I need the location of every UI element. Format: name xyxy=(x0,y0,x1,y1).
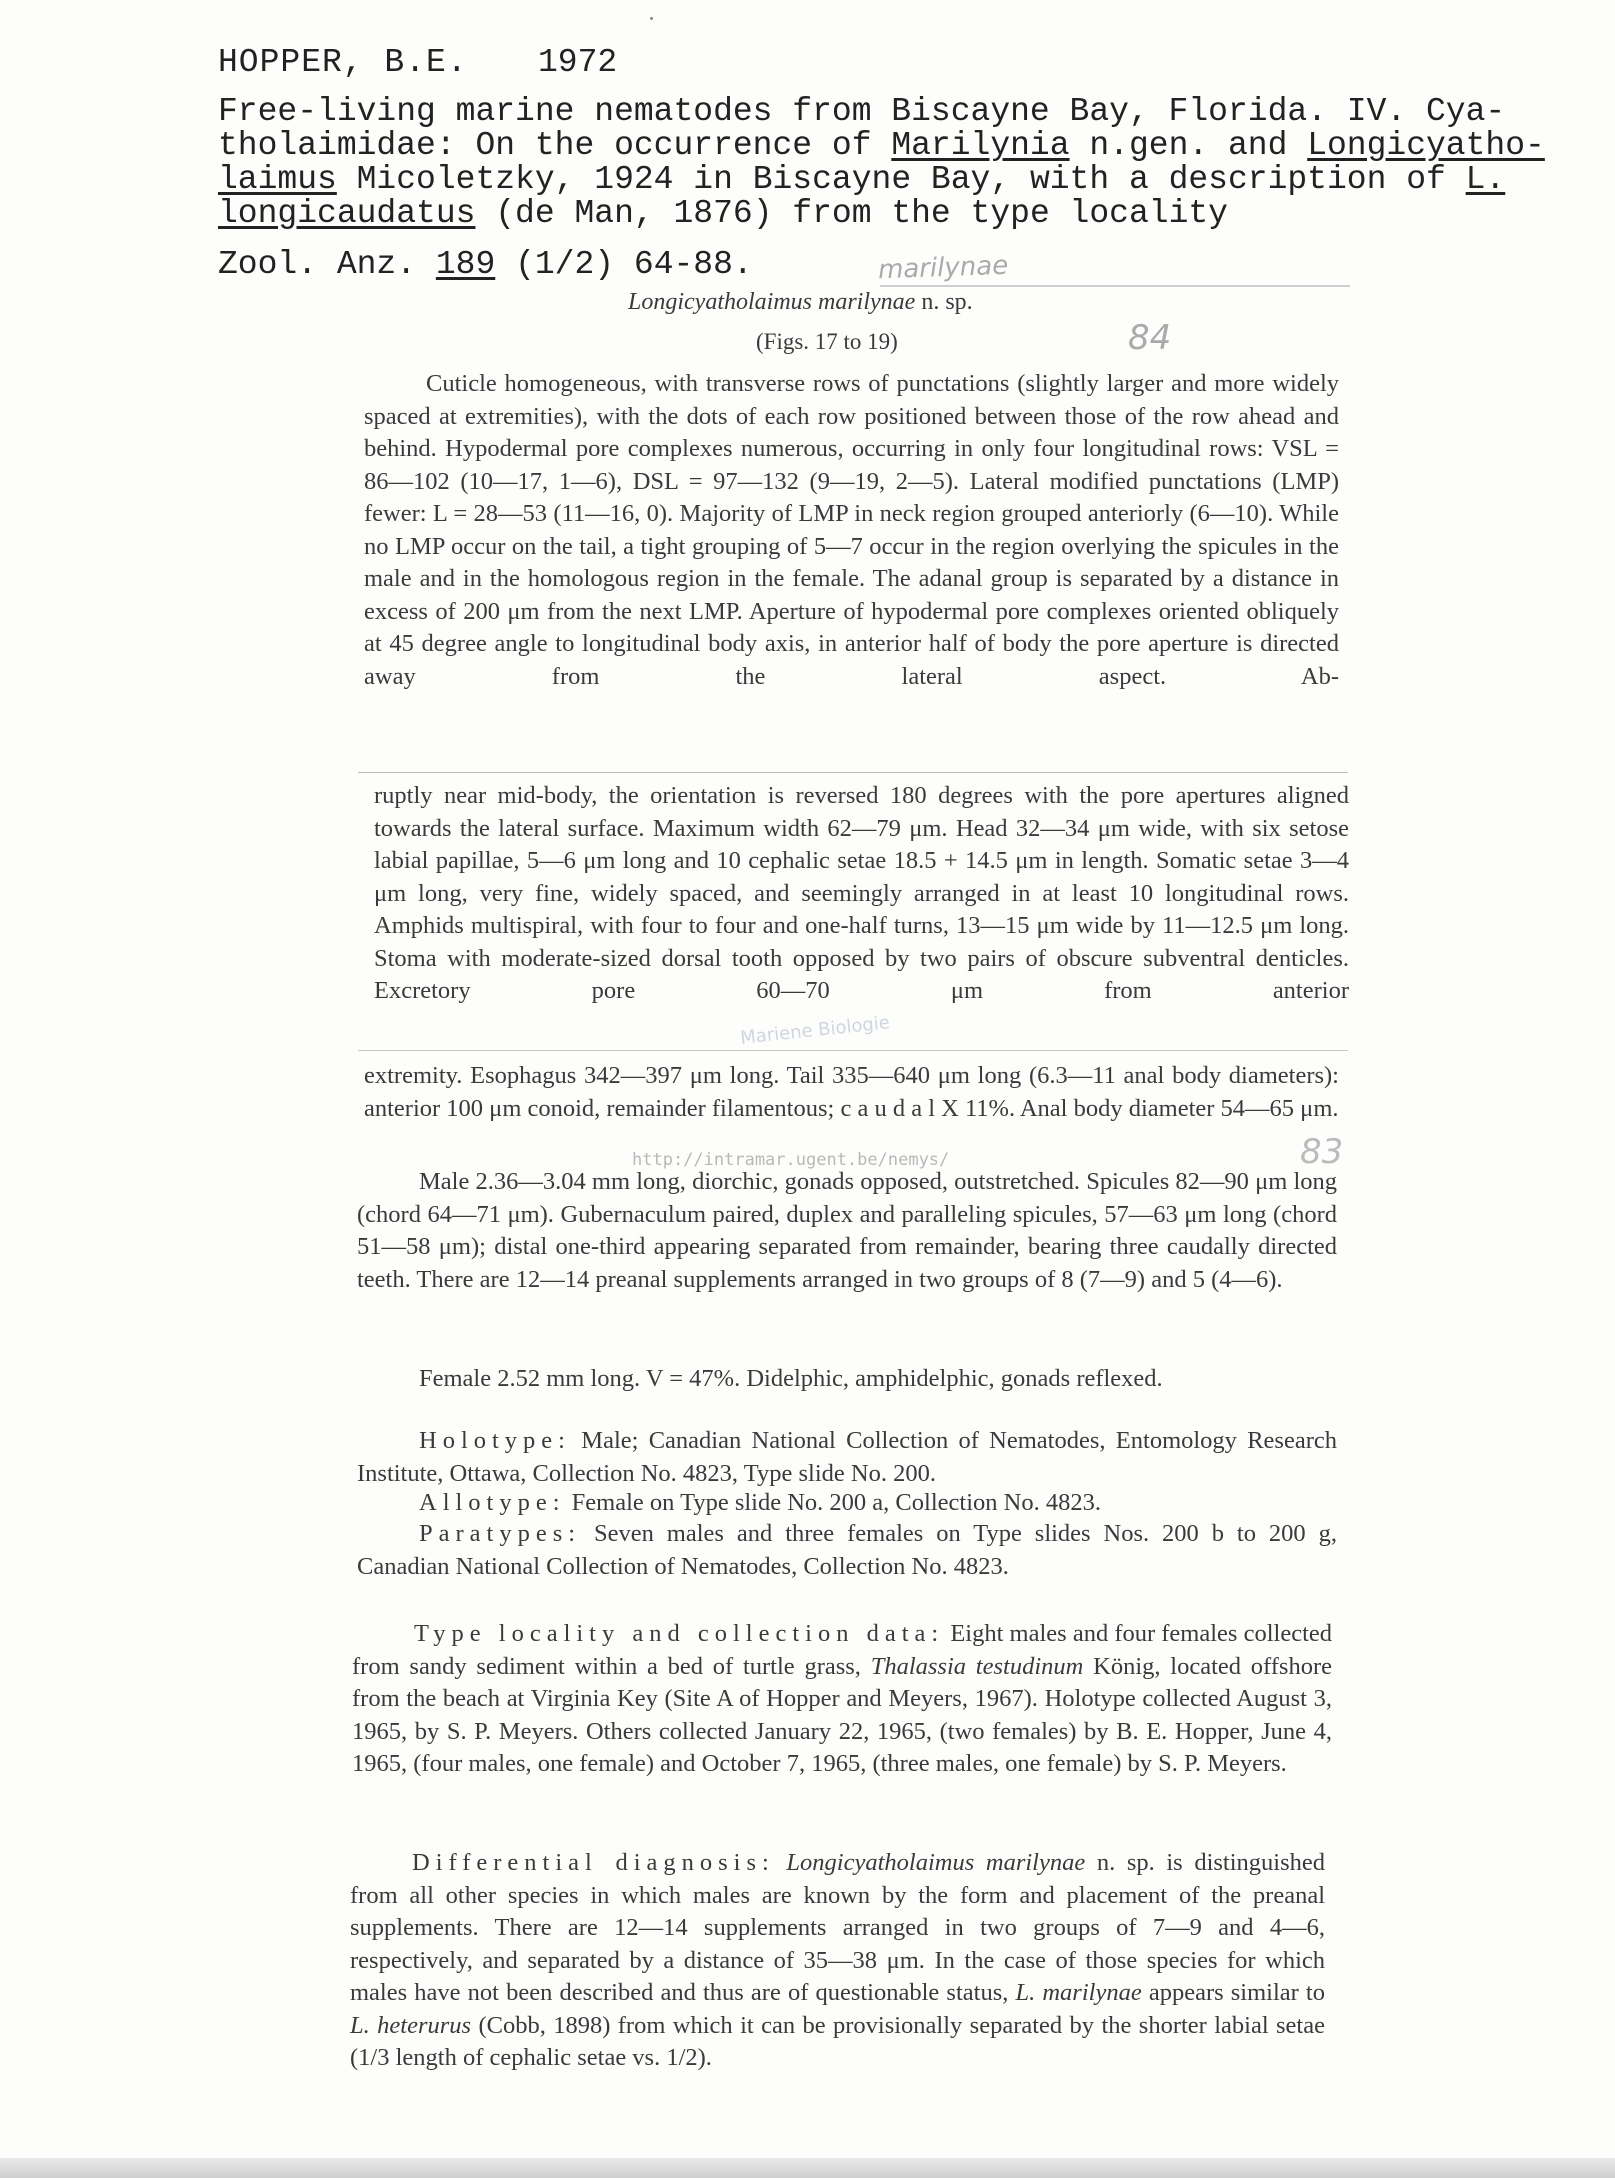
paragraph-female: Female 2.52 mm long. V = 47%. Didelphic, amphidelphic, gonads reflexed. xyxy=(419,1365,1163,1392)
title-line-1: Free-living marine nematodes from Biscayne Bay, Florida. IV. Cya- xyxy=(218,93,1506,130)
label-allotype: Allotype: xyxy=(419,1489,566,1516)
paragraph-male: Male 2.36—3.04 mm long, diorchic, gonads opposed, outstretched. Spicules 82—90 μm long (chord 64—71 μm). Gubernaculum paired, duplex and paralleling spicules, 57—63 μm long (chord 51—58 μm); distal one-third appearing separated from remainder, bearing three caudally directed teeth. There are 12—14 preanal supplements arranged in two groups of 8 (7—9) and 5 (4—6). xyxy=(357,1168,1337,1293)
paragraph-morphology: ruptly near mid-body, the orientation is reversed 180 degrees with the pore apertures aligned towards the lateral surface. Maximum width 62—79 μm. Head 32—34 μm wide, with six setose labial papillae, 5—6 μm long and 10 cephalic setae 18.5 + 14.5 μm in length. Somatic setae 3—4 μm long, very fine, widely spaced, and seemingly arranged in at least 10 longitudinal rows. Amphids multispiral, with four to four and one-half turns, 13—15 μm wide by 11—12.5 μm long. Stoma with moderate-sized dorsal tooth opposed by two pairs of obscure subventral denticles. Excretory pore 60—70 μm from anterior xyxy=(374,782,1349,1004)
reference-year: 1972 xyxy=(538,44,618,81)
divider-top xyxy=(880,285,1350,287)
pencil-annotation-species: marilynae xyxy=(877,250,1009,286)
label-paratypes: Paratypes: xyxy=(419,1520,582,1547)
label-differential-diagnosis: Differential diagnosis: xyxy=(412,1849,775,1876)
watermark-logo: Mariene Biologie xyxy=(739,1012,891,1049)
scan-bottom-edge xyxy=(0,2158,1615,2178)
pencil-page-number: 84 xyxy=(1128,318,1172,358)
clipping-edge-2 xyxy=(358,1050,1348,1051)
paragraph-allotype: Allotype: Female on Type slide No. 200 a, Collection No. 4823. xyxy=(419,1489,1101,1516)
paragraph-holotype: Holotype: Male; Canadian National Collection of Nematodes, Entomology Research Institute, Ottawa, Collection No. 4823, Type slide No. 200. xyxy=(357,1427,1337,1487)
paragraph-differential-diagnosis: Differential diagnosis: Longicyatholaimus marilynae n. sp. is distinguished from all other species in which males are known by the form and placement of the preanal supplements. There are 12—14 supplements arranged in two groups of 7—9 and 4—6, respectively, and separated by a distance of 35—38 μm. In the case of those species for which males have not been described and thus are of questionable status, L. marilynae appears similar to L. heterurus (Cobb, 1898) from which it can be provisionally separated by the shorter labial setae (1/3 length of cephalic setae vs. 1/2). xyxy=(350,1849,1325,2071)
paragraph-type-locality: Type locality and collection data: Eight males and four females collected from sandy sediment within a bed of turtle grass, Thalassia testudinum König, located offshore from the beach at Virginia Key (Site A of Hopper and Meyers, 1967). Holotype collected August 3, 1965, by S. P. Meyers. Others collected January 22, 1965, (two females) by B. E. Hopper, June 4, 1965, (four males, one female) and October 7, 1965, (three males, one female) by S. P. Meyers. xyxy=(352,1620,1333,1777)
label-type-locality: Type locality and collection data: xyxy=(414,1620,945,1647)
paragraph-cuticle: Cuticle homogeneous, with transverse rows of punctations (slightly larger and more widely spaced at extremities), with the dots of each row positioned between those of the row ahead and behind. Hypodermal pore complexes numerous, occurring in only four longitudinal rows: VSL = 86—102 (10—17, 1—6), DSL = 97—132 (9—19, 2—5). Lateral modified punctations (LMP) fewer: L = 28—53 (11—16, 0). Majority of LMP in neck region grouped anteriorly (6—10). While no LMP occur on the tail, a tight grouping of 5—7 occur in the region overlying the spicules in the male and in the homologous region in the female. The adanal group is separated by a distance in excess of 200 μm from the next LMP. Aperture of hypodermal pore complexes oriented obliquely at 45 degree angle to longitudinal body axis, in anterior half of body the pore aperture is directed away from the lateral aspect. Ab- xyxy=(364,370,1339,690)
watermark-url: http://intramar.ugent.be/nemys/ xyxy=(632,1150,950,1170)
paragraph-paratypes: Paratypes: Seven males and three females on Type slides Nos. 200 b to 200 g, Canadian National Collection of Nematodes, Collection No. 4823. xyxy=(357,1520,1337,1580)
title-line-4: longicaudatus (de Man, 1876) from the type locality xyxy=(218,195,1228,232)
figures-reference: (Figs. 17 to 19) xyxy=(756,329,898,354)
title-line-2: tholaimidae: On the occurrence of Marilynia n.gen. and Longicyatho- xyxy=(218,127,1545,164)
paragraph-esophagus: extremity. Esophagus 342—397 μm long. Tail 335—640 μm long (6.3—11 anal body diameters): anterior 100 μm conoid, remainder filamentous; c a u d a l X 11%. Anal body diameter 54—65 μm. xyxy=(364,1062,1339,1122)
reference-author: HOPPER, B.E. xyxy=(218,44,468,81)
scan-speck xyxy=(650,17,653,20)
label-holotype: Holotype: xyxy=(419,1427,571,1454)
clipping-edge-1 xyxy=(358,772,1348,773)
title-line-3: laimus Micoletzky, 1924 in Biscayne Bay, with a description of L. xyxy=(218,161,1506,198)
reference-title xyxy=(218,95,1578,231)
species-heading: Longicyatholaimus marilynae n. sp. xyxy=(628,289,973,315)
pencil-page-number-2: 83 xyxy=(1300,1132,1344,1172)
reference-journal: Zool. Anz. 189 (1/2) 64-88. xyxy=(218,246,753,283)
